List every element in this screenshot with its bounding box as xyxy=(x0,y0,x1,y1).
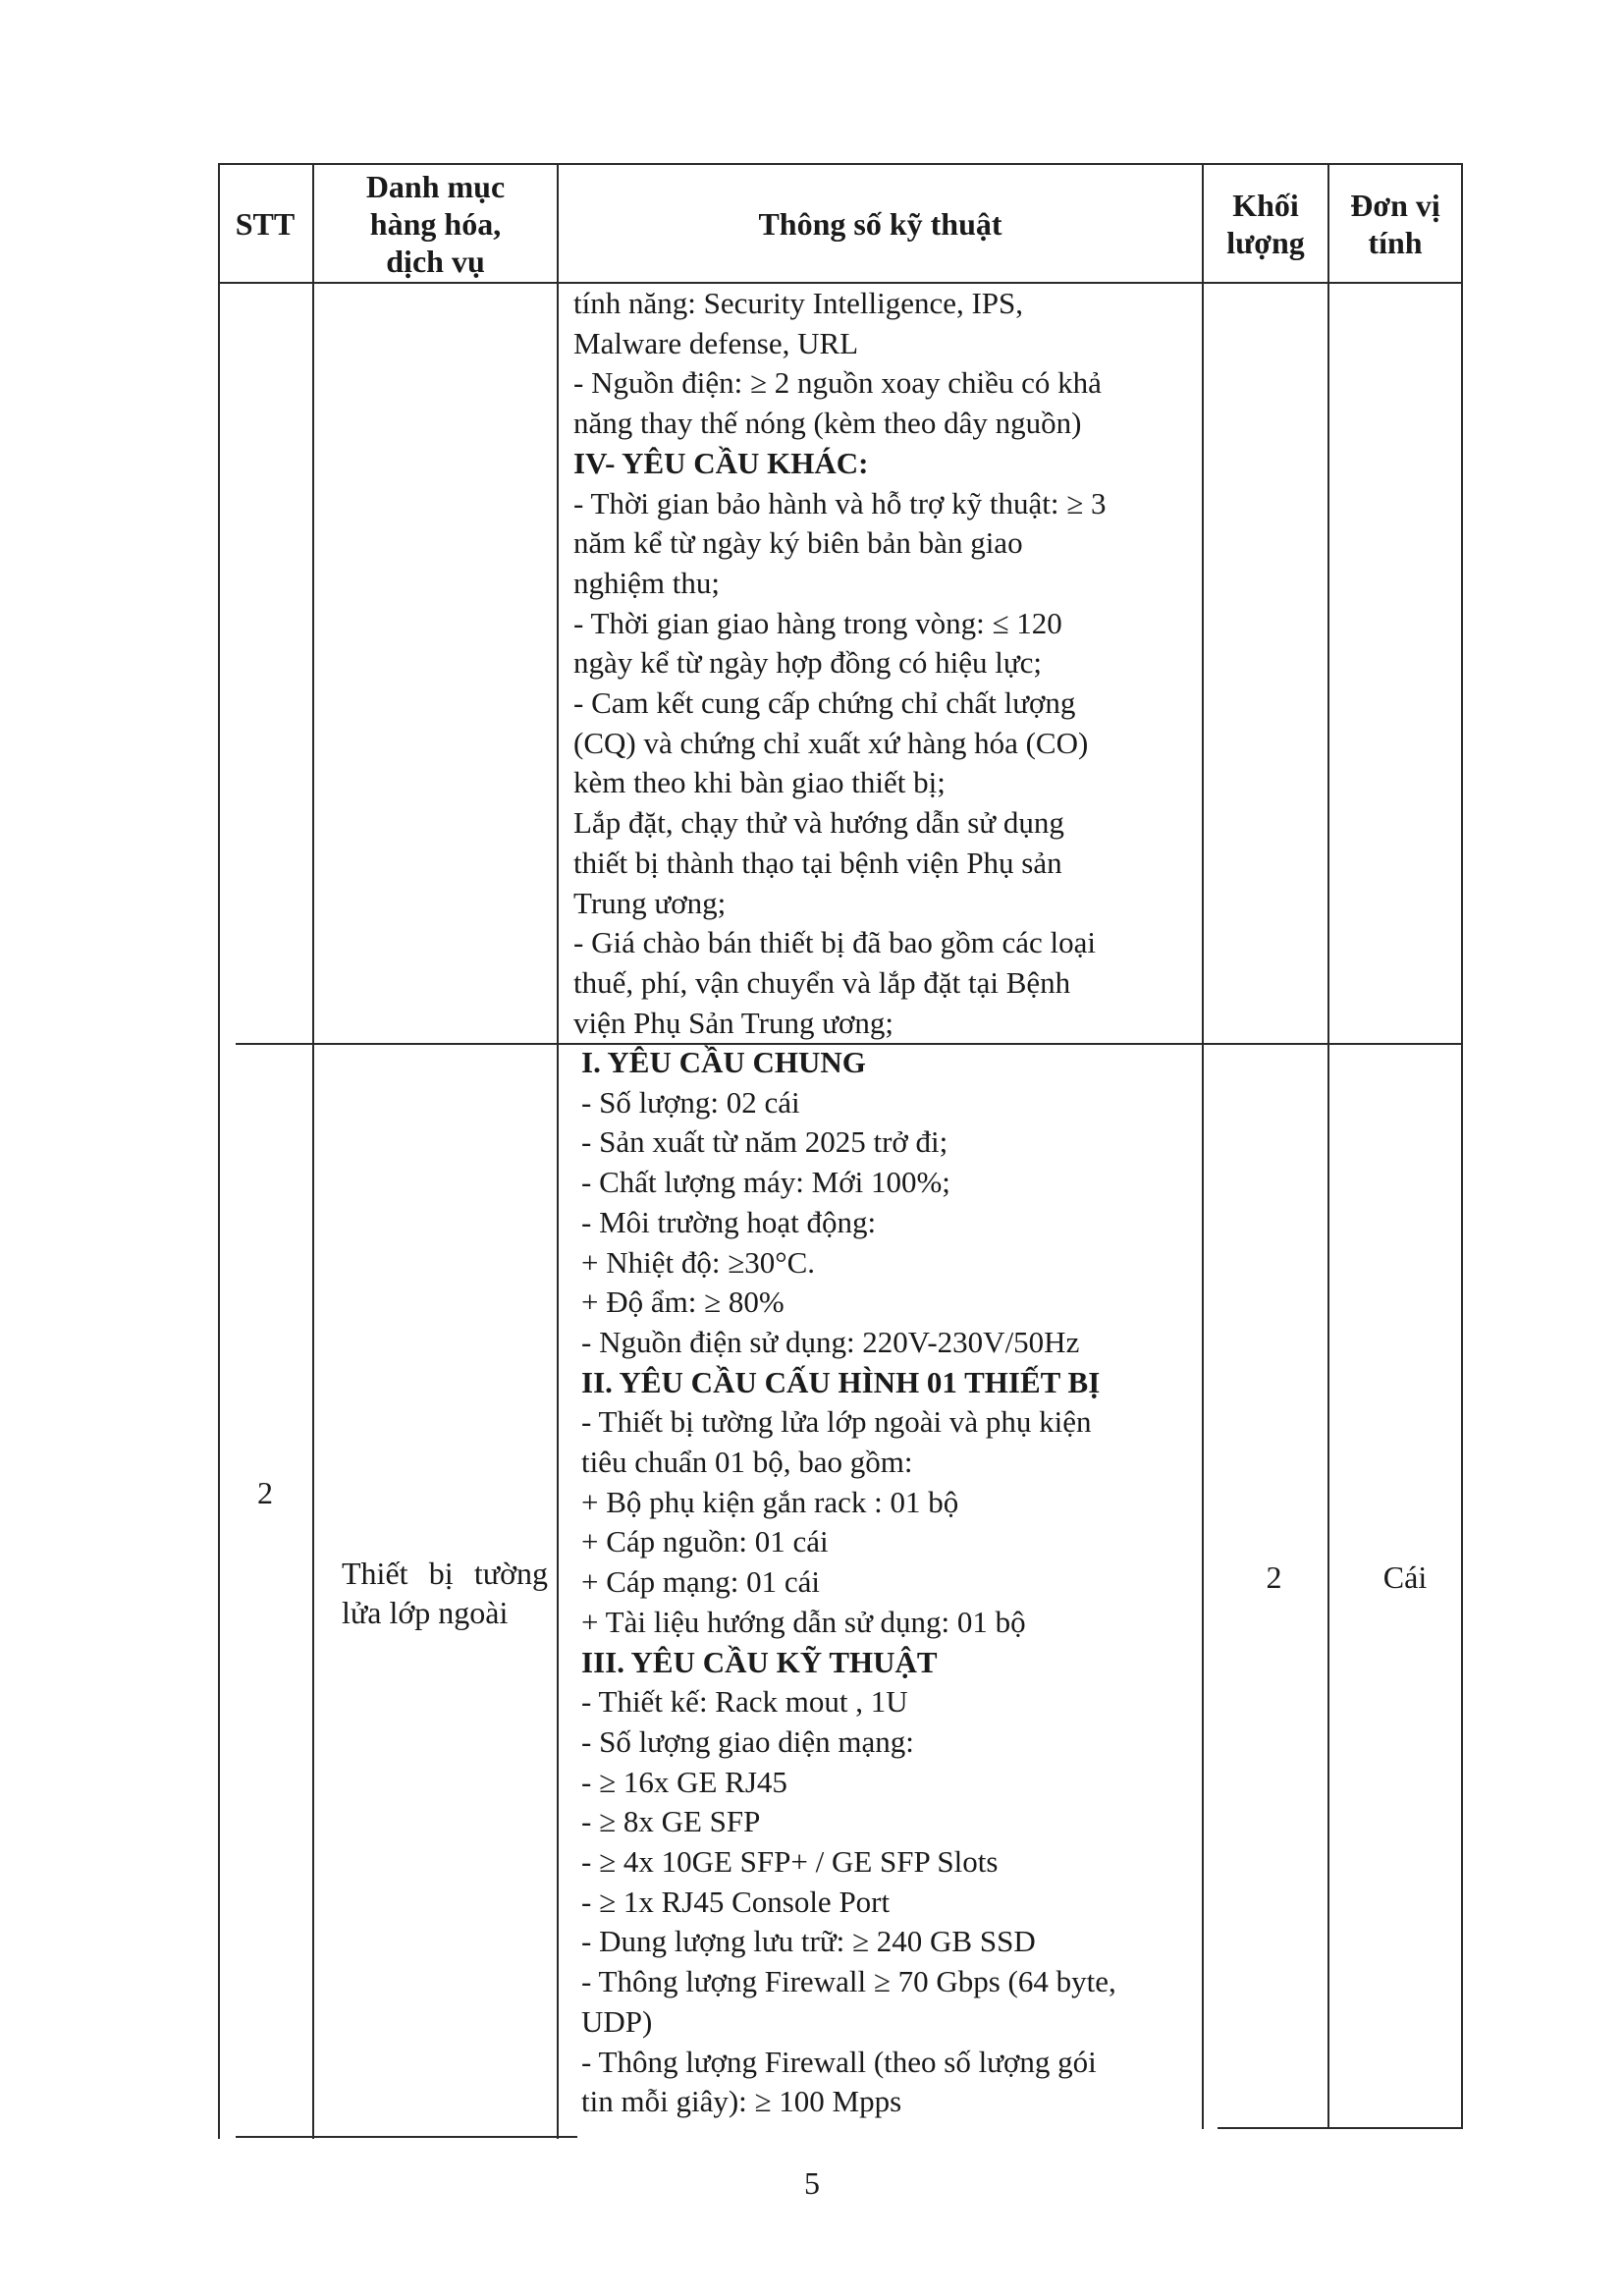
row2-unit-value: Cái xyxy=(1382,1558,1428,1595)
spec-line: Lắp đặt, chạy thử và hướng dẫn sử dụng xyxy=(573,805,1064,841)
spec-line: Trung ương; xyxy=(573,885,727,920)
header-specs xyxy=(559,165,1202,282)
spec-line: viện Phụ Sản Trung ương; xyxy=(573,1005,894,1040)
row2-qty-value: 2 xyxy=(1266,1558,1282,1595)
header-unit-line: tính xyxy=(1368,224,1423,260)
col-line-qty xyxy=(1327,163,1329,2129)
spec-line: - Số lượng: 02 cái xyxy=(581,1084,800,1120)
spec-line: thuế, phí, vận chuyển và lắp đặt tại Bệnh xyxy=(573,964,1071,1000)
header-unit-line: Đơn vị xyxy=(1350,187,1440,223)
spec-line: - Nguồn điện: ≥ 2 nguồn xoay chiều có khả xyxy=(573,365,1102,401)
spec-line: tin mỗi giây): ≥ 100 Mpps xyxy=(581,2084,902,2119)
header-stt xyxy=(218,165,312,282)
section-heading: IV- YÊU CẦU KHÁC: xyxy=(573,445,869,480)
row2-specs-cell xyxy=(581,1043,1200,2122)
table-border-bottom-right xyxy=(1218,2127,1461,2129)
header-item xyxy=(314,165,557,282)
header-qty xyxy=(1204,165,1327,282)
row1-specs-cell xyxy=(573,284,1198,1043)
spec-line: + Tài liệu hướng dẫn sử dụng: 01 bộ xyxy=(581,1604,1026,1639)
spec-line: (CQ) và chứng chỉ xuất xứ hàng hóa (CO) xyxy=(573,725,1089,760)
spec-line: - Giá chào bán thiết bị đã bao gồm các loại xyxy=(573,925,1096,960)
spec-line: - Sản xuất từ năm 2025 trở đi; xyxy=(581,1124,948,1160)
spec-line: nghiệm thu; xyxy=(573,565,720,600)
spec-line: tính năng: Security Intelligence, IPS, xyxy=(573,286,1024,320)
spec-line: - ≥ 1x RJ45 Console Port xyxy=(581,1884,891,1919)
spec-line: - Thời gian bảo hành và hỗ trợ kỹ thuật: ≥ 3 xyxy=(573,485,1107,520)
header-unit xyxy=(1329,165,1461,282)
header-qty-line: Khối xyxy=(1232,187,1299,223)
row2-qty xyxy=(1218,1552,1330,1603)
header-item-line: dịch vụ xyxy=(386,243,485,279)
spec-line: thiết bị thành thạo tại bệnh viện Phụ sản xyxy=(573,845,1062,880)
row2-stt-value: 2 xyxy=(257,1474,273,1510)
spec-line: - ≥ 4x 10GE SFP+ / GE SFP Slots xyxy=(581,1844,999,1880)
spec-line: + Độ ẩm: ≥ 80% xyxy=(581,1285,785,1320)
row2-item-name-line: Thiết bị tường xyxy=(342,1556,548,1591)
col-line-specs xyxy=(1202,163,1204,2129)
spec-line: - Môi trường hoạt động: xyxy=(581,1204,877,1239)
spec-line: - Số lượng giao diện mạng: xyxy=(581,1723,914,1759)
spec-line: UDP) xyxy=(581,2003,653,2039)
spec-line: - Nguồn điện sử dụng: 220V-230V/50Hz xyxy=(581,1324,1080,1359)
spec-line: Malware defense, URL xyxy=(573,325,859,360)
row2-item-name xyxy=(342,1554,548,1632)
col-line-item xyxy=(557,163,559,2139)
spec-line: ngày kể từ ngày hợp đồng có hiệu lực; xyxy=(573,645,1043,681)
header-qty-line: lượng xyxy=(1226,224,1305,260)
header-stt-label: STT xyxy=(235,205,296,242)
spec-line: + Cáp mạng: 01 cái xyxy=(581,1564,821,1600)
spec-line: - Chất lượng máy: Mới 100%; xyxy=(581,1165,950,1200)
spec-line: tiêu chuẩn 01 bộ, bao gồm: xyxy=(581,1445,913,1480)
page-number: 5 xyxy=(804,2165,820,2201)
spec-line: năm kể từ ngày ký biên bản bàn giao xyxy=(573,525,1023,561)
spec-line: - Cam kết cung cấp chứng chỉ chất lượng xyxy=(573,685,1076,721)
table-border-bottom xyxy=(236,2136,577,2138)
row2-item-name-line: lửa lớp ngoài xyxy=(342,1595,509,1630)
spec-line: + Bộ phụ kiện gắn rack : 01 bộ xyxy=(581,1484,959,1519)
spec-line: - ≥ 16x GE RJ45 xyxy=(581,1764,787,1799)
section-heading: II. YÊU CẦU CẤU HÌNH 01 THIẾT BỊ xyxy=(581,1364,1101,1399)
section-heading: III. YÊU CẦU KỸ THUẬT xyxy=(581,1644,938,1679)
spec-line: - ≥ 8x GE SFP xyxy=(581,1804,761,1839)
spec-line: - Dung lượng lưu trữ: ≥ 240 GB SSD xyxy=(581,1924,1036,1959)
spec-line: - Thời gian giao hàng trong vòng: ≤ 120 xyxy=(573,605,1062,640)
header-item-line: hàng hóa, xyxy=(369,205,502,242)
header-item-line: Danh mục xyxy=(365,168,506,204)
spec-line: - Thông lượng Firewall (theo số lượng gói xyxy=(581,2044,1097,2079)
spec-line: - Thiết bị tường lửa lớp ngoài và phụ kiện xyxy=(581,1404,1092,1440)
col-line-stt xyxy=(312,163,314,2139)
col-line-right xyxy=(1461,163,1463,2129)
row2-stt xyxy=(218,1424,312,1561)
spec-line: kèm theo khi bàn giao thiết bị; xyxy=(573,765,946,800)
spec-line: - Thiết kế: Rack mout , 1U xyxy=(581,1684,908,1720)
section-heading: I. YÊU CẦU CHUNG xyxy=(581,1045,866,1079)
spec-line: năng thay thế nóng (kèm theo dây nguồn) xyxy=(573,406,1082,441)
header-specs-label: Thông số kỹ thuật xyxy=(758,205,1002,242)
spec-line: + Nhiệt độ: ≥30°C. xyxy=(581,1244,816,1280)
spec-line: - Thông lượng Firewall ≥ 70 Gbps (64 byte, xyxy=(581,1964,1116,1999)
spec-line: + Cáp nguồn: 01 cái xyxy=(581,1524,829,1559)
row2-unit xyxy=(1341,1552,1469,1603)
col-line-left xyxy=(218,163,220,2139)
